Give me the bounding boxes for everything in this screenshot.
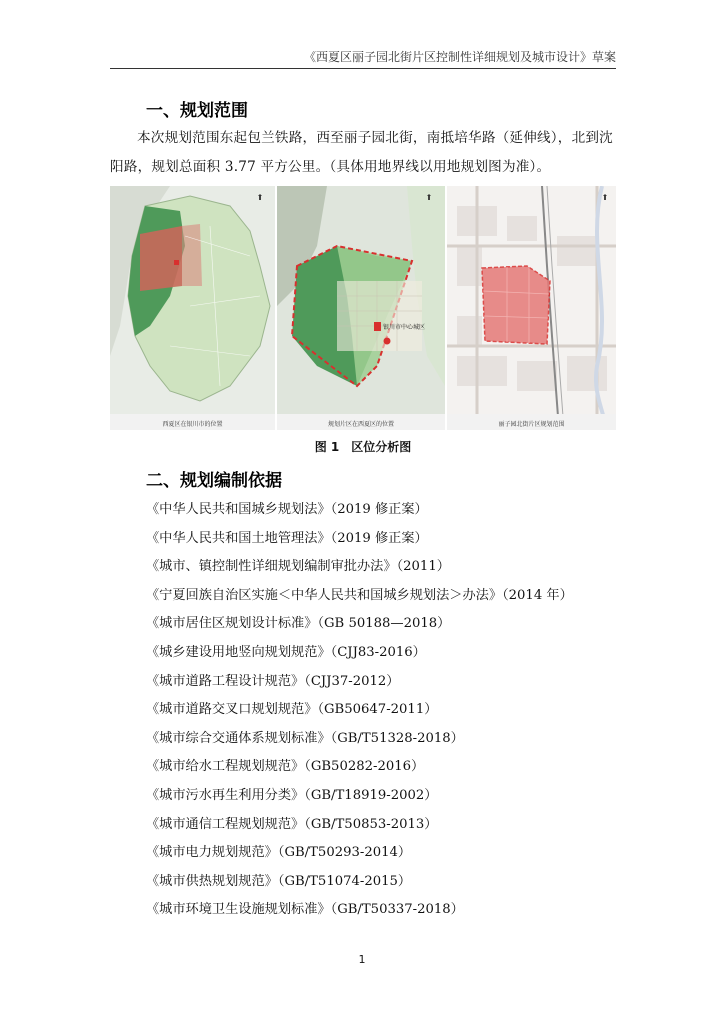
figure-caption: 图 1 区位分析图 xyxy=(314,440,412,454)
city-center-label: 银川市中心城区 xyxy=(383,324,426,331)
reference-item: 《城市环境卫生设施规划标准》（GB/T50337-2018） xyxy=(146,902,464,918)
location-figure xyxy=(110,186,616,430)
page-number: 1 xyxy=(358,953,366,966)
reference-item: 《宁夏回族自治区实施＜中华人民共和国城乡规划法＞办法》（2014 年） xyxy=(146,587,573,603)
reference-item: 《城市、镇控制性详细规划编制审批办法》（2011） xyxy=(146,559,450,575)
reference-item: 《城市道路工程设计规范》（CJJ37-2012） xyxy=(146,673,400,689)
reference-item: 《城市电力规划规范》（GB/T50293-2014） xyxy=(146,845,412,861)
section-heading-basis: 二、规划编制依据 xyxy=(146,471,282,491)
running-header xyxy=(110,48,616,69)
reference-item: 《城市居住区规划设计标准》（GB 50188—2018） xyxy=(146,616,451,632)
map-panel-2 xyxy=(277,186,445,430)
reference-item: 《中华人民共和国城乡规划法》（2019 修正案） xyxy=(146,502,428,517)
map-1-caption: 西夏区在银川市的位置 xyxy=(162,421,223,428)
svg-text:⬆: ⬆ xyxy=(256,193,264,202)
map-3-caption: 丽子园北街片区规划范围 xyxy=(498,421,565,428)
reference-item: 《城乡建设用地竖向规划规范》（CJJ83-2016） xyxy=(146,644,426,660)
reference-list xyxy=(146,496,573,925)
reference-item: 《城市道路交叉口规划规范》（GB50647-2011） xyxy=(146,702,438,718)
map-2-caption: 规划片区在西夏区的位置 xyxy=(327,421,394,428)
map-panel-3 xyxy=(447,186,616,430)
map-panel-1 xyxy=(110,186,275,430)
reference-item: 《城市给水工程规划规范》（GB50282-2016） xyxy=(146,759,425,775)
reference-item: 《城市污水再生利用分类》（GB/T18919-2002） xyxy=(146,787,438,803)
svg-text:⬆: ⬆ xyxy=(601,193,609,202)
map-1-graphic xyxy=(110,186,275,430)
map-2-graphic xyxy=(277,186,445,430)
reference-item: 《城市综合交通体系规划标准》（GB/T51328-2018） xyxy=(146,730,464,746)
reference-item: 《城市通信工程规划规范》（GB/T50853-2013） xyxy=(146,816,438,832)
reference-item: 《中华人民共和国土地管理法》（2019 修正案） xyxy=(146,530,428,546)
scope-paragraph: 本次规划范围东起包兰铁路，西至丽子园北街，南抵培华路（延伸线），北到沈阳路，规划总面积 3.77 平方公里。（具体用地界线以用地规划图为准）。 xyxy=(110,130,613,175)
reference-item: 《城市供热规划规范》（GB/T51074-2015） xyxy=(146,873,412,889)
svg-text:⬆: ⬆ xyxy=(425,193,433,202)
section-heading-scope: 一、规划范围 xyxy=(146,101,248,121)
map-3-graphic xyxy=(447,186,616,430)
header-title: 《西夏区丽子园北街片区控制性详细规划及城市设计》草案 xyxy=(303,50,616,64)
